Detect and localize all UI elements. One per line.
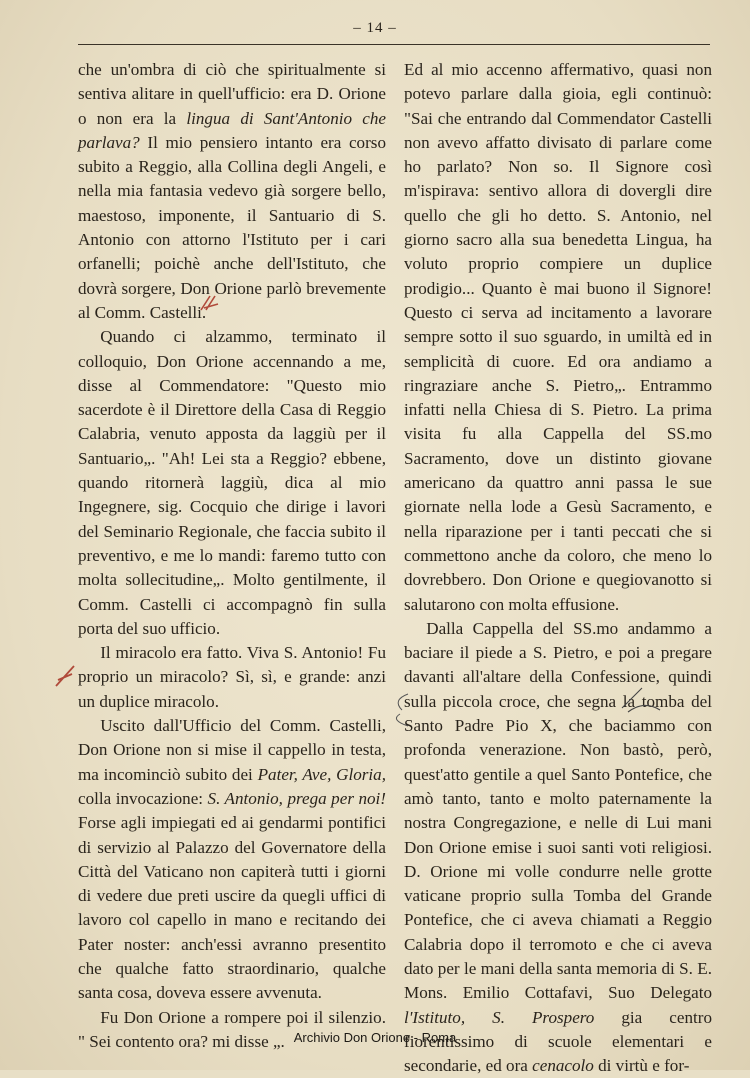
left-paragraph-5: Fu Don Orione a rompere poi il silenzio. " Sei contento ora? mi disse „. xyxy=(78,1007,386,1051)
left-column xyxy=(78,58,386,1054)
left-paragraph-1: che un'ombra di ciò che spiritualmente si sentiva alitare in quell'ufficio: era D. Orione o non era la lingua di Sant'Antonio che parlava? Il mio pensiero intanto era corso subito a Reggio, alla Collina degli Angeli, e nella mia fantasia vedevo già sorgere bello, maestoso, imponente, il Santuario di S. Antonio con attorno l'Istituto per i cari orfanelli; poichè anche dell'Istituto, che dovrà sorgere, Don Orione parlò brevemente al Comm. Castelli. xyxy=(78,60,387,322)
left-paragraph-4: Uscito dall'Ufficio del Comm. Castelli, Don Orione non si mise il cappello in testa, ma incominciò subito dei Pater, Ave, Gloria, colla invocazione: S. Antonio, prega per noi! Forse agli impiegati ed ai gendarmi pontifici di servizio al Palazzo del Governatore della Città del Vaticano non capiterà tutti i giorni di vedere due preti uscire da quegli uffici di lavoro col capello in mano e recitando dei Pater noster: anch'essi avranno presentito che qualche fatto straordinario, qualche santa cosa, doveva essere avvenuta. xyxy=(78,716,386,1003)
handwritten-slash-annotation xyxy=(52,660,78,690)
handwritten-checkmark-annotation xyxy=(198,292,222,314)
header-rule xyxy=(78,44,710,45)
right-paragraph-2: Dalla Cappella del SS.mo andammo a baciare il piede a S. Pietro, e poi a pregare davanti all'altare della Confessione, quindi sulla piccola croce, che segna la tomba del Santo Padre Pio X, che baciammo con profonda venerazione. Non bastò, però, quest'atto gentile a quel Santo Pontefice, che amò tanto, tanto e molto paternamente la nostra Congregazione, e nelle di Lui mani Don Orione emise i suoi santi voti religiosi. D. Orione mi volle condurre nelle grotte vaticane proprio sulla Tomba del Grande Pontefice, che ci aveva chiamati a Reggio Calabria dopo il terromoto e che ci aveva dato per le mani della santa memoria di S. E. Mons. Emilio Cottafavi, Suo Delegato l'Istituto, S. Prospero gia centro fiorentissimo di scuole elementari e secondarie, ed ora cenacolo di virtù e for- xyxy=(404,618,713,1076)
pencil-insertion-annotation xyxy=(616,682,666,722)
left-paragraph-3: Il miracolo era fatto. Viva S. Antonio! Fu proprio un miracolo? Sì, sì, e grande: anzi un duplice miracolo. xyxy=(78,643,386,711)
archive-footer: Archivio Don Orione - Roma xyxy=(293,1030,457,1045)
pencil-bracket-annotation xyxy=(382,690,412,730)
left-paragraph-2: Quando ci alzammo, terminato il colloquio, Don Orione accennando a me, disse al Commendatore: "Questo mio sacerdote è il Direttore della Casa di Reggio Calabria, venuto apposta da laggiù per il Santuario„. "Ah! Lei sta a Reggio? ebbene, quando ritornerà laggiù, dica al mio Ingegnere, sig. Cocquio che dirige i lavori del Seminario Regionale, che faccia subito il preventivo, e me lo mandi: faremo tutto con molta sollecitudine„. Molto gentilmente, il Comm. Castelli ci accompagnò fin sulla porta del suo ufficio. xyxy=(78,327,386,638)
right-column xyxy=(404,58,712,1078)
page-number: – 14 – xyxy=(353,20,397,36)
right-paragraph-1: Ed al mio accenno affermativo, quasi non potevo parlare dalla gioia, egli continuò: "Sai che entrando dal Commendator Castelli non avevo affatto divisato di parlare come ho parlato? Non so. Il Signore così m'ispirava: sentivo allora di dovergli dire quello che gli ho detto. S. Antonio, nel giorno sacro alla sua benedetta Lingua, ha voluto proprio compiere un duplice prodigio... Quanto è mai buono il Signore! Questo ci serva ad incitamento a lavorare sempre sotto il suo sguardo, in umiltà ed in semplicità di cuore. Ed ora andiamo a ringraziare anche S. Pietro„. Entrammo infatti nella Chiesa di S. Pietro. La prima visita fu alla Cappella del SS.mo Sacramento, dove un distinto giovane americano da quattro anni passa le sue giornate nella lode a Gesù Sacramento, e nella riparazione per i tanti peccati che si commettono anche da coloro, che meno lo dovrebbero. Don Orione e quegiovanotto si salutarono con molta effusione. xyxy=(404,60,712,614)
